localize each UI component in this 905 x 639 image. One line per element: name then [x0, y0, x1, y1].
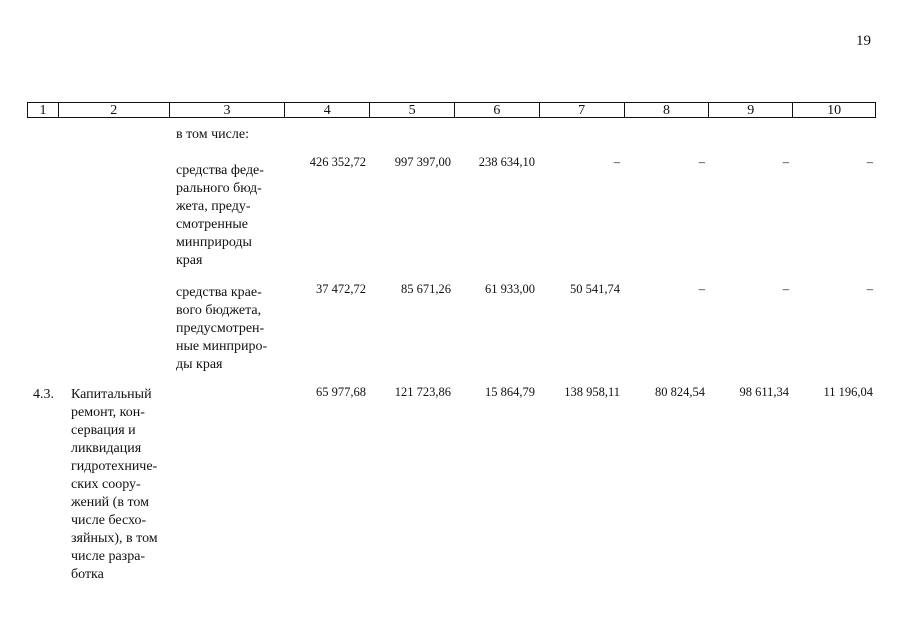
row-3-value-col-7: 138 958,11: [564, 385, 620, 399]
row-3-line: числе бесхо-: [71, 513, 147, 528]
row-1-description: [176, 162, 281, 270]
row-2-description: [176, 284, 281, 374]
header-col-10: 10: [827, 103, 842, 118]
row-1-value-col-10: –: [866, 155, 873, 169]
row-3-value-col-5: 121 723,86: [394, 385, 451, 399]
row-3-line: зяйных), в том: [71, 531, 158, 546]
header-col-9: 9: [709, 103, 793, 117]
row-1-value-col-6: 238 634,10: [478, 155, 535, 169]
header-col-4: 4: [285, 103, 370, 117]
row-1-value-col-7: –: [613, 155, 620, 169]
row-2-line: средства крае-: [176, 285, 262, 300]
row-3-description: [71, 386, 166, 584]
header-col-1: 1: [28, 103, 59, 117]
row-1-value-col-8: –: [698, 155, 705, 169]
row-1-line: минприроды: [176, 235, 252, 250]
row-1-value-col-9: –: [782, 155, 789, 169]
row-2-line: ные минприро-: [176, 339, 268, 354]
row-3-value-col-10: 11 196,04: [823, 385, 873, 399]
row-2-line: предусмотрен-: [176, 321, 265, 336]
page-number: 19: [856, 33, 871, 49]
row-2-value-col-5: 85 671,26: [401, 282, 451, 296]
row-2-line: ды края: [176, 357, 223, 372]
row-1-line: средства феде-: [176, 163, 264, 178]
row-1-line: рального бюд-: [176, 181, 262, 196]
header-col-5: 5: [370, 103, 455, 117]
row-3-value-col-6: 15 864,79: [485, 385, 535, 399]
row-2-value-col-10: –: [866, 282, 873, 296]
row-3-value-col-4: 65 977,68: [316, 385, 366, 399]
row-3-line: сервация и: [71, 423, 136, 438]
header-col-6: 6: [455, 103, 540, 117]
row-1-line: смотренные: [176, 217, 248, 232]
row-1-line: края: [176, 253, 203, 268]
row-2-value-col-9: –: [782, 282, 789, 296]
row-1-line: жета, преду-: [176, 199, 251, 214]
intro-text: в том числе:: [176, 127, 249, 142]
row-2-value-col-7: 50 541,74: [570, 282, 620, 296]
row-3-line: ремонт, кон-: [71, 405, 145, 420]
row-2-line: вого бюджета,: [176, 303, 262, 318]
row-2-value-col-8: –: [698, 282, 705, 296]
row-2-value-col-4: 37 472,72: [316, 282, 366, 296]
header-col-8: 8: [625, 103, 710, 117]
row-3-line: жений (в том: [71, 495, 149, 510]
row-3-line: ботка: [71, 567, 104, 582]
header-col-2: 2: [59, 103, 170, 117]
header-col-3: 3: [170, 103, 286, 117]
row-3-line: числе разра-: [71, 549, 146, 564]
table-header-row: [27, 102, 876, 118]
row-3-value-col-8: 80 824,54: [655, 385, 705, 399]
row-3-value-col-9: 98 611,34: [739, 385, 789, 399]
row-3-line: ликвидация: [71, 441, 142, 456]
row-3-line: гидротехниче-: [71, 459, 158, 474]
row-3-line: ских соору-: [71, 477, 141, 492]
row-2-value-col-6: 61 933,00: [485, 282, 535, 296]
row-3-number: 4.3.: [33, 387, 54, 402]
header-col-7: 7: [540, 103, 625, 117]
row-3-line: Капитальный: [71, 387, 152, 402]
row-1-value-col-4: 426 352,72: [309, 155, 366, 169]
row-1-value-col-5: 997 397,00: [394, 155, 451, 169]
